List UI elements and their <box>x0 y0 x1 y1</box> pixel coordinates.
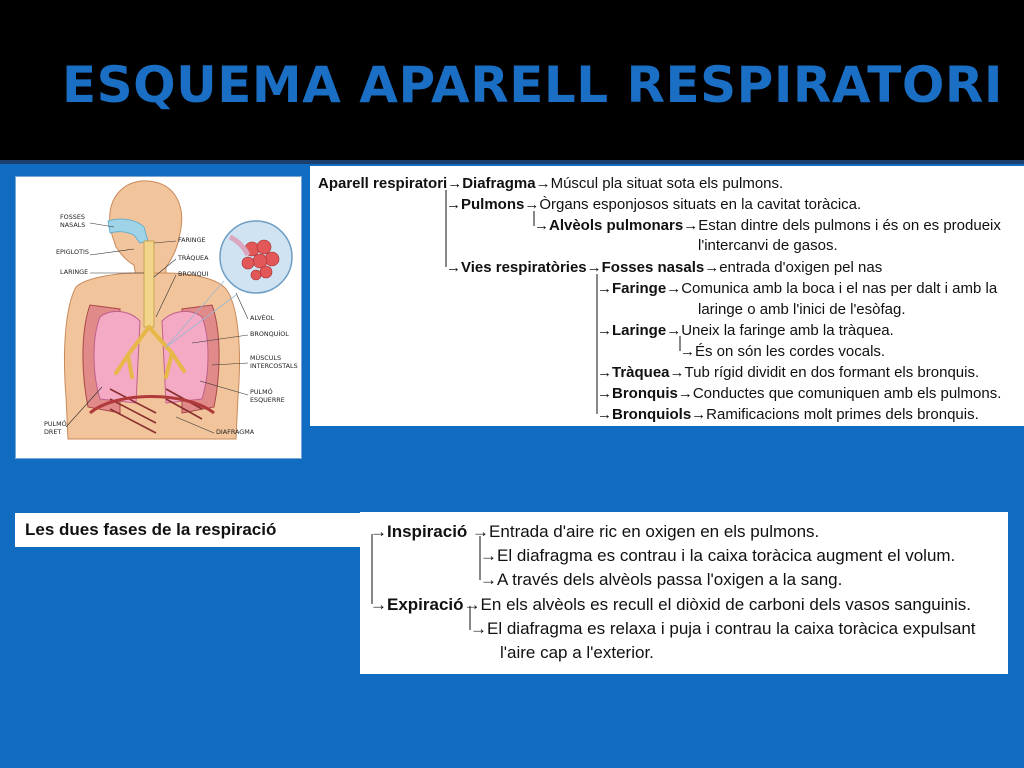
desc-faringe-2: laringe o amb l'inici de l'esòfag. <box>698 301 906 318</box>
scheme-root: Aparell respiratori <box>318 175 448 192</box>
label-epiglotis: EPIGLOTIS <box>56 248 89 256</box>
desc-faringe-1: Comunica amb la boca i el nas per dalt i amb la <box>681 280 998 297</box>
term-vies: Vies respiratòries <box>461 259 587 276</box>
desc-traquea: Tub rígid dividit en dos formant els bronquis. <box>684 364 980 381</box>
desc-laringe-2: És on són les cordes vocals. <box>695 343 886 360</box>
term-faringe: Faringe <box>612 280 667 297</box>
desc-pulmons: Òrgans esponjosos situats en la cavitat toràcica. <box>539 196 862 213</box>
label-alveol: ALVÈOL <box>250 314 275 322</box>
label-pulmo-esquerre-1: PULMÓ <box>250 388 273 396</box>
phases-label: Les dues fases de la respiració <box>25 520 277 539</box>
inspiracio-2: El diafragma es contrau i la caixa toràcica augment el volum. <box>497 546 956 565</box>
term-traquea: Tràquea <box>612 364 670 381</box>
desc-fosses: entrada d'oxigen pel nas <box>719 259 883 276</box>
desc-bronquis: Conductes que comuniquen amb els pulmons. <box>692 385 1002 402</box>
desc-alveols-1: Estan dintre dels pulmons i és on es produeix <box>698 217 1001 234</box>
term-alveols: Alvèols pulmonars <box>549 217 684 234</box>
term-expiracio: Expiració <box>387 595 464 614</box>
label-fosses-nasals-1: FOSSES <box>60 213 85 221</box>
phases-panel: →Inspiració →Entrada d'aire ric en oxigen en els pulmons. →El diafragma es contrau i la caixa toràcica augment el volum. →A través dels alvèols passa l'oxigen a la sang. →Expiració→En els alvèols es recull el diòxid de carboni dels vasos sanguinis. →El diafragma es relaxa i puja i contrau la caixa toràcica expulsant l'aire cap a l'exterior. <box>360 512 1008 674</box>
respiratory-system-illustration <box>15 176 302 459</box>
term-inspiracio: Inspiració <box>387 522 468 541</box>
label-muscles-2: INTERCOSTALS <box>250 362 298 370</box>
label-pulmo-dret-2: DRET <box>44 428 62 436</box>
term-fosses: Fosses nasals <box>601 259 705 276</box>
term-laringe: Laringe <box>612 322 667 339</box>
label-faringe: FARINGE <box>178 236 206 244</box>
desc-alveols-2: l'intercanvi de gasos. <box>698 237 838 254</box>
inspiracio-1: Entrada d'aire ric en oxigen en els pulmons. <box>489 522 820 541</box>
phases-label-box <box>15 513 360 547</box>
label-pulmo-esquerre-2: ESQUERRE <box>250 396 285 404</box>
label-diafragma: DIAFRAGMA <box>216 428 255 436</box>
desc-laringe-1: Uneix la faringe amb la tràquea. <box>681 322 894 339</box>
expiracio-2a: El diafragma es relaxa i puja i contrau la caixa toràcica expulsant <box>487 619 976 638</box>
label-bronquiol: BRONQUÍOL <box>250 330 289 338</box>
desc-bronquiols: Ramificacions molt primes dels bronquis. <box>706 406 979 423</box>
label-fosses-nasals-2: NASALS <box>60 221 86 229</box>
header-divider <box>0 160 1024 164</box>
term-bronquis: Bronquis <box>612 385 678 402</box>
label-bronqui: BRONQUI <box>178 270 209 278</box>
expiracio-1: En els alvèols es recull el diòxid de carboni dels vasos sanguinis. <box>480 595 971 614</box>
expiracio-2b: l'aire cap a l'exterior. <box>500 643 654 662</box>
slide-header <box>0 0 1024 160</box>
label-pulmo-dret-1: PULMÓ <box>44 420 67 428</box>
label-muscles-1: MÚSCULS <box>250 354 282 362</box>
desc-diafragma: Múscul pla situat sota els pulmons. <box>550 175 784 192</box>
term-bronquiols: Bronquiols <box>612 406 692 423</box>
label-traquea: TRÀQUEA <box>178 254 209 262</box>
term-pulmons: Pulmons <box>461 196 525 213</box>
inspiracio-3: A través dels alvèols passa l'oxigen a la sang. <box>497 570 843 589</box>
label-laringe: LARINGE <box>60 268 89 276</box>
respiratory-scheme-panel: Aparell respiratori→Diafragma→Múscul pla situat sota els pulmons. →Pulmons→Òrgans esponjosos situats en la cavitat toràcica. →Alvèols pulmonars→Estan dintre dels pulmons i és on es produeix l'intercanvi de gasos. →Vies respiratòries→Fosses nasals→entrada d'oxigen pel nas →Faringe→Comunica amb la boca i el nas per dalt i amb la laringe o amb l'inici de l'esòfag. →Laringe→Uneix la faringe amb la tràquea. →És on són les cordes vocals. →Tràquea→Tub rígid dividit en dos formant els bronquis. →Bronquis→Conductes que comuniquen amb els pulmons. →Bronquiols→Ramificacions molt primes dels bronquis. <box>310 166 1024 426</box>
term-diafragma: Diafragma <box>462 175 536 192</box>
slide-title: ESQUEMA APARELL RESPIRATORI <box>62 56 1003 114</box>
